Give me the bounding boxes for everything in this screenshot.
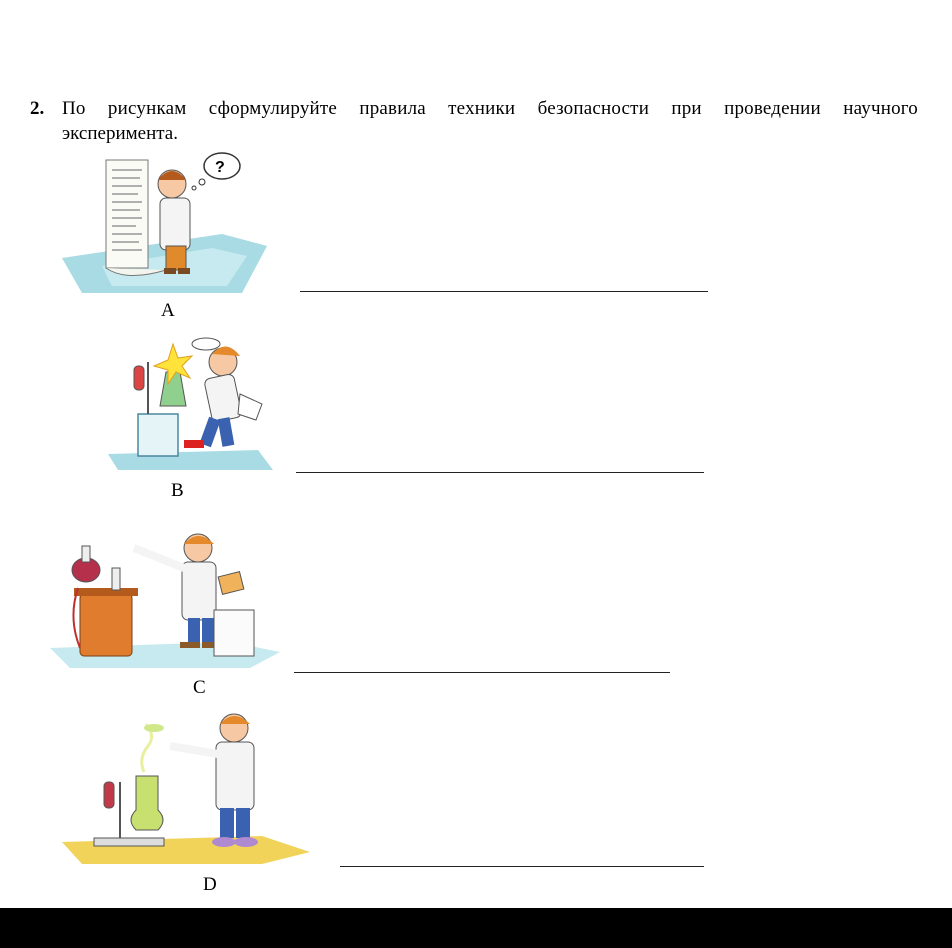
illustration-a-scientist-reading-scroll: [62, 148, 272, 296]
answer-line-d[interactable]: [340, 866, 704, 867]
answer-line-c[interactable]: [294, 672, 670, 673]
bottom-black-bar: [0, 908, 952, 948]
task-number: 2.: [30, 98, 45, 119]
answer-line-a[interactable]: [300, 291, 708, 292]
figure-label-b: B: [171, 480, 184, 501]
figure-label-a: A: [161, 300, 175, 321]
illustration-d-scientist-wafting-fumes: [62, 706, 312, 864]
illustration-c-scientist-reading-while-pouring: [50, 528, 282, 668]
task-text-line2: эксперимента.: [62, 123, 178, 144]
illustration-b-scientist-fleeing-explosion: [108, 322, 278, 472]
figure-label-d: D: [203, 874, 217, 895]
figure-label-c: C: [193, 677, 206, 698]
task-text-line1: По рисункам сформулируйте правила техники безопасности при проведении научного: [62, 98, 918, 119]
svg-text:?: ?: [215, 159, 225, 176]
answer-line-b[interactable]: [296, 472, 704, 473]
